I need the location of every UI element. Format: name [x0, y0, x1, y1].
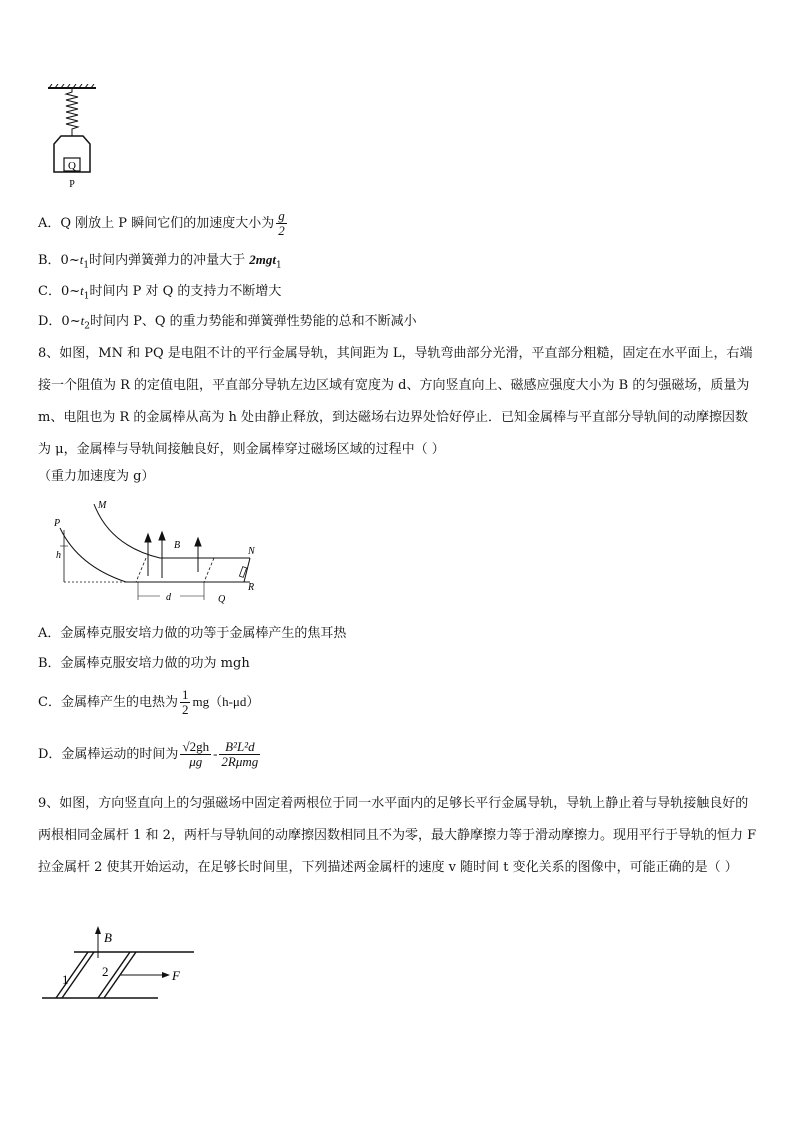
q8-stem: 8、如图，MN 和 PQ 是电阻不计的平行金属导轨，其间距为 L，导轨弯曲部分光滑，平直部分粗糙，固定在水平面上，右端接一个阻值为 R 的定值电阻，平直部分导轨左边区域有宽度为 d、方向竖直向上、磁感应强度大小为 B 的匀强磁场，质量为 m、电阻也为 R 的金属棒从高为 h 处由静止释放，到达磁场右边界处恰好停止．已知金属棒与平直部分导轨间的动摩擦因数为 μ，金属棒与导轨间接触良好，则金属棒穿过磁场区域的过程中（ ） [38, 346, 753, 457]
q8-d-fraction-1: $\frac{√2gh}{\mu g}$ [182, 739, 210, 769]
q7-option-d: D．$0\sim t_2$时间内 P、Q 的重力势能和弹簧弹性势能的总和不断减小 [38, 313, 417, 332]
spring-box-figure [44, 84, 100, 192]
svg-text:2: 2 [102, 964, 109, 979]
q8-note: （重力加速度为 g） [38, 469, 155, 484]
rail-magnetic-field-figure [50, 496, 260, 606]
svg-text:B: B [174, 540, 181, 551]
q7-a-text: A．Q 刚放上 P 瞬间它们的加速度大小为 [38, 216, 275, 231]
svg-text:B: B [104, 930, 112, 945]
q7-option-a [38, 209, 758, 238]
svg-text:d: d [166, 592, 171, 603]
svg-text:Q: Q [218, 594, 226, 605]
q8-d-fraction-2: $\frac{\text{B²L²d}}{\text{2Rμmg}}$ [221, 739, 259, 769]
q7-option-c: C．$0\sim t_1$时间内 P 对 Q 的支持力不断增大 [38, 283, 282, 302]
q8-option-c: C．金属棒产生的电热为 $\frac{1}{2}$ mg（h-μd） [38, 687, 260, 717]
svg-text:P: P [54, 518, 61, 529]
q8-option-a: A．金属棒克服安培力做的功等于金属棒产生的焦耳热 [38, 626, 347, 641]
svg-text:N: N [248, 546, 255, 557]
q8-option-b: B．金属棒克服安培力做的功为 mgh [38, 656, 250, 671]
q9-stem: 9、如图，方向竖直向上的匀强磁场中固定着两根位于同一水平面内的足够长平行金属导轨，导轨上静止着与导轨接触良好的两根相同金属杆 1 和 2，两杆与导轨间的动摩擦因数相同且不为零，最大静摩擦力等于滑动摩擦力。现用平行于导轨的恒力 F 拉金属杆 2 使其开始运动，在足够长时间里，下列描述两金属杆的速度 v 随时间 t 变化关系的图像中，可能正确的是（ ） [38, 796, 757, 875]
box-p-label: P [69, 179, 75, 190]
svg-text:F: F [172, 968, 180, 983]
box-q-label: Q [68, 160, 76, 172]
svg-text:R: R [248, 582, 255, 593]
svg-text:M: M [98, 500, 107, 511]
q8-option-d: D．金属棒运动的时间为 $\frac{√2gh}{\mu g}$ - $\frac{\text{B²L²d}}{\text{2Rμmg}}$ [38, 739, 259, 769]
svg-text:h: h [56, 550, 61, 561]
two-rods-rails-figure [40, 920, 210, 1006]
q8-c-fraction: $\frac{1}{2}$ [181, 687, 189, 717]
svg-text:1: 1 [62, 972, 69, 987]
q7-option-b: B．$0\sim t_1$时间内弹簧弹力的冲量大于 2mgt$_1$ [38, 252, 282, 271]
q7-a-fraction: $\frac{g}{2}$ [278, 208, 285, 238]
